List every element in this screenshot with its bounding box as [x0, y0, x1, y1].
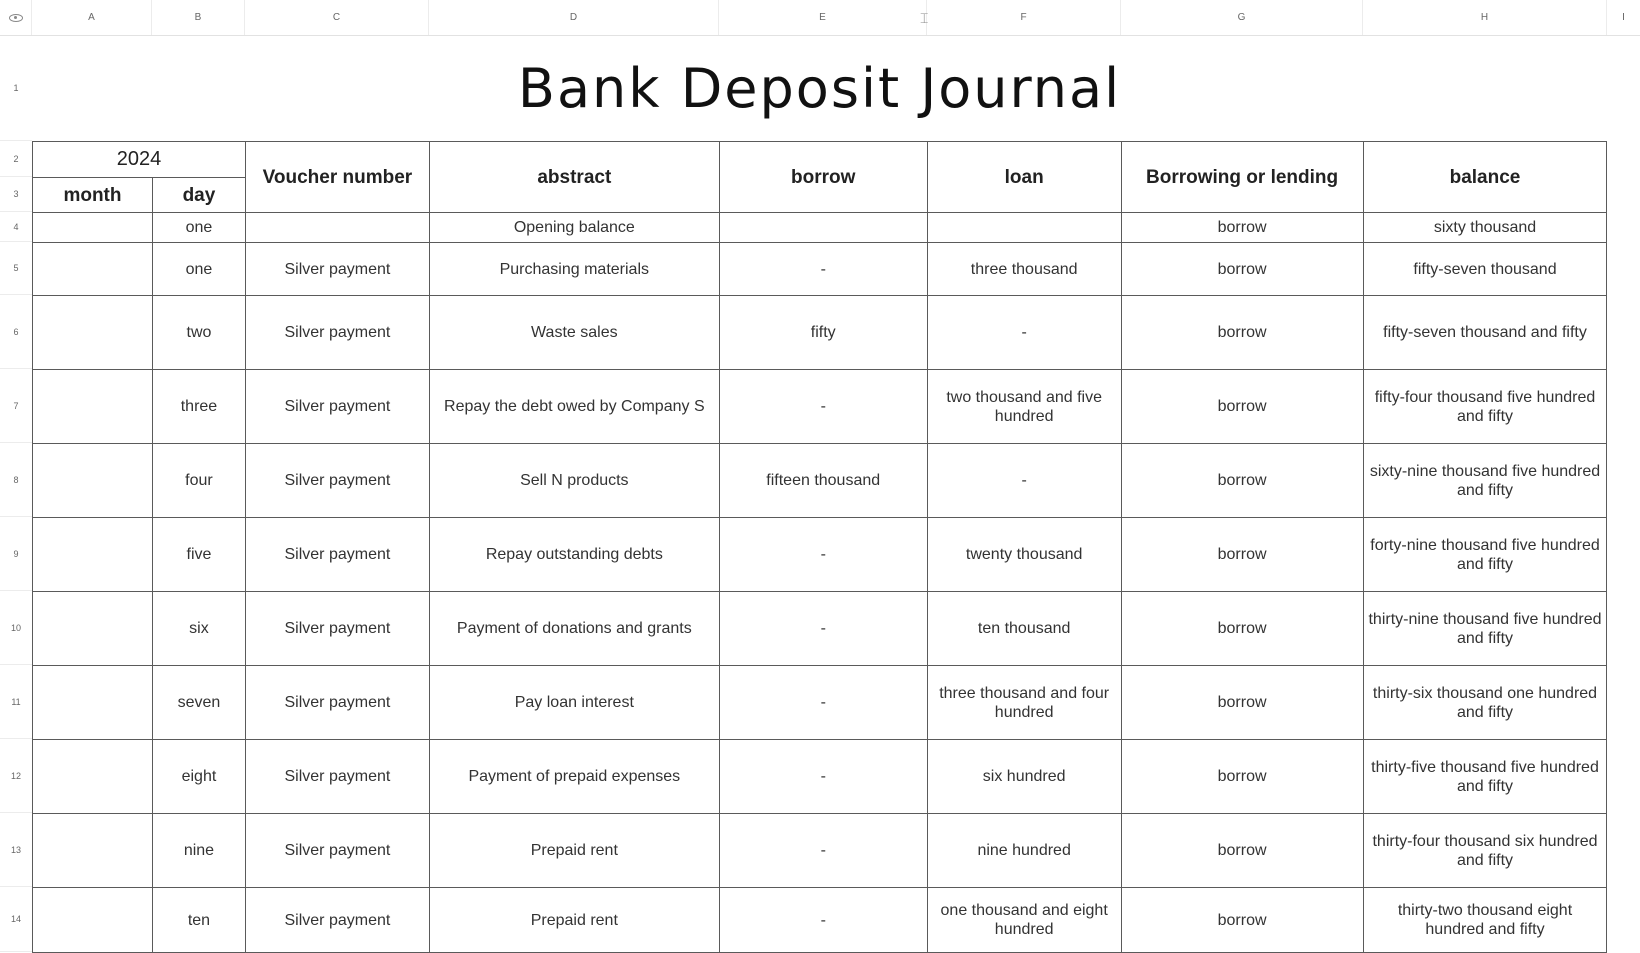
- balance-cell[interactable]: sixty thousand: [1363, 213, 1607, 243]
- abstract-cell[interactable]: Repay outstanding debts: [429, 518, 719, 592]
- voucher-cell[interactable]: Silver payment: [245, 370, 429, 444]
- borrow-cell[interactable]: -: [719, 814, 927, 888]
- loan-cell[interactable]: two thousand and five hundred: [927, 370, 1121, 444]
- voucher-cell[interactable]: Silver payment: [245, 243, 429, 296]
- abstract-cell[interactable]: Payment of prepaid expenses: [429, 740, 719, 814]
- direction-cell[interactable]: borrow: [1121, 444, 1363, 518]
- loan-cell[interactable]: three thousand: [927, 243, 1121, 296]
- eye-icon: [9, 14, 23, 22]
- abstract-cell[interactable]: Pay loan interest: [429, 666, 719, 740]
- balance-cell[interactable]: thirty-five thousand five hundred and fifty: [1363, 740, 1607, 814]
- direction-cell[interactable]: borrow: [1121, 518, 1363, 592]
- loan-cell[interactable]: ten thousand: [927, 592, 1121, 666]
- day-cell[interactable]: seven: [152, 666, 245, 740]
- direction-cell[interactable]: borrow: [1121, 888, 1363, 953]
- abstract-cell[interactable]: Purchasing materials: [429, 243, 719, 296]
- loan-cell[interactable]: nine hundred: [927, 814, 1121, 888]
- loan-cell[interactable]: six hundred: [927, 740, 1121, 814]
- table-row: [33, 814, 1640, 888]
- balance-cell[interactable]: thirty-nine thousand five hundred and fifty: [1363, 592, 1607, 666]
- borrow-header-cell[interactable]: borrow: [719, 142, 927, 213]
- row-header[interactable]: 3: [0, 177, 32, 212]
- borrow-cell[interactable]: -: [719, 243, 927, 296]
- row-header[interactable]: 10: [0, 591, 32, 665]
- direction-cell[interactable]: borrow: [1121, 592, 1363, 666]
- table-row: [33, 740, 1640, 814]
- table-row: [33, 213, 1640, 243]
- direction-cell[interactable]: borrow: [1121, 814, 1363, 888]
- row-header[interactable]: 7: [0, 369, 32, 443]
- journal-entries: [33, 213, 1640, 953]
- month-cell[interactable]: [33, 814, 153, 888]
- day-cell[interactable]: ten: [152, 888, 245, 953]
- column-header-bar: [0, 0, 1640, 36]
- day-cell[interactable]: nine: [152, 814, 245, 888]
- loan-cell[interactable]: -: [927, 444, 1121, 518]
- select-all-corner[interactable]: [0, 0, 32, 35]
- empty-cell[interactable]: [1607, 518, 1640, 592]
- day-cell[interactable]: one: [152, 213, 245, 243]
- loan-header-cell[interactable]: loan: [927, 142, 1121, 213]
- month-cell[interactable]: [33, 666, 153, 740]
- empty-cell[interactable]: [1607, 814, 1640, 888]
- row-header[interactable]: 11: [0, 665, 32, 739]
- balance-cell[interactable]: thirty-four thousand six hundred and fifty: [1363, 814, 1607, 888]
- month-cell[interactable]: [33, 243, 153, 296]
- empty-cell[interactable]: [1607, 592, 1640, 666]
- column-header-d[interactable]: D: [429, 0, 719, 35]
- table-row: [33, 296, 1640, 370]
- row-header[interactable]: 2: [0, 141, 32, 177]
- borrow-cell[interactable]: -: [719, 592, 927, 666]
- voucher-cell[interactable]: Silver payment: [245, 814, 429, 888]
- row-header[interactable]: 14: [0, 887, 32, 952]
- borrow-cell[interactable]: [719, 213, 927, 243]
- row-header[interactable]: 5: [0, 242, 32, 295]
- empty-cell[interactable]: [1607, 888, 1640, 953]
- voucher-cell[interactable]: Silver payment: [245, 592, 429, 666]
- abstract-cell[interactable]: Prepaid rent: [429, 814, 719, 888]
- row-header[interactable]: 6: [0, 295, 32, 369]
- month-header-cell[interactable]: month: [33, 178, 153, 213]
- borrow-cell[interactable]: -: [719, 518, 927, 592]
- column-header-f[interactable]: F: [927, 0, 1121, 35]
- loan-cell[interactable]: twenty thousand: [927, 518, 1121, 592]
- abstract-header-cell[interactable]: abstract: [429, 142, 719, 213]
- column-header-a[interactable]: A: [32, 0, 152, 35]
- day-header-cell[interactable]: day: [152, 178, 245, 213]
- loan-cell[interactable]: -: [927, 296, 1121, 370]
- row-header[interactable]: 4: [0, 212, 32, 242]
- balance-cell[interactable]: sixty-nine thousand five hundred and fifty: [1363, 444, 1607, 518]
- abstract-cell[interactable]: Opening balance: [429, 213, 719, 243]
- abstract-cell[interactable]: Sell N products: [429, 444, 719, 518]
- voucher-cell[interactable]: Silver payment: [245, 740, 429, 814]
- day-cell[interactable]: one: [152, 243, 245, 296]
- voucher-cell[interactable]: Silver payment: [245, 666, 429, 740]
- balance-cell[interactable]: fifty-seven thousand: [1363, 243, 1607, 296]
- day-cell[interactable]: four: [152, 444, 245, 518]
- month-cell[interactable]: [33, 518, 153, 592]
- table-row: [33, 666, 1640, 740]
- table-row: [33, 592, 1640, 666]
- day-cell[interactable]: eight: [152, 740, 245, 814]
- sheet-title[interactable]: Bank Deposit Journal: [32, 35, 1607, 141]
- day-cell[interactable]: three: [152, 370, 245, 444]
- loan-cell[interactable]: one thousand and eight hundred: [927, 888, 1121, 953]
- column-header-b[interactable]: B: [152, 0, 245, 35]
- direction-cell[interactable]: borrow: [1121, 243, 1363, 296]
- row-header[interactable]: 1: [0, 35, 32, 141]
- month-cell[interactable]: [33, 888, 153, 953]
- empty-cell[interactable]: [1607, 666, 1640, 740]
- table-row: [33, 888, 1640, 953]
- column-header-h[interactable]: H: [1363, 0, 1607, 35]
- abstract-cell[interactable]: Repay the debt owed by Company S: [429, 370, 719, 444]
- empty-cell[interactable]: [1607, 243, 1640, 296]
- voucher-cell[interactable]: Silver payment: [245, 296, 429, 370]
- day-cell[interactable]: five: [152, 518, 245, 592]
- table-row: [33, 518, 1640, 592]
- borrow-cell[interactable]: -: [719, 666, 927, 740]
- direction-cell[interactable]: borrow: [1121, 740, 1363, 814]
- balance-cell[interactable]: thirty-two thousand eight hundred and fifty: [1363, 888, 1607, 953]
- empty-cell[interactable]: [1607, 444, 1640, 518]
- empty-cell[interactable]: [1607, 370, 1640, 444]
- direction-cell[interactable]: borrow: [1121, 666, 1363, 740]
- column-header-e[interactable]: E: [719, 0, 927, 35]
- balance-cell[interactable]: fifty-seven thousand and fifty: [1363, 296, 1607, 370]
- voucher-header-cell[interactable]: Voucher number: [245, 142, 429, 213]
- direction-cell[interactable]: borrow: [1121, 213, 1363, 243]
- column-header-i[interactable]: I: [1607, 0, 1640, 35]
- direction-cell[interactable]: borrow: [1121, 296, 1363, 370]
- empty-cell[interactable]: [1607, 142, 1640, 213]
- day-cell[interactable]: six: [152, 592, 245, 666]
- borrow-cell[interactable]: -: [719, 370, 927, 444]
- column-header-c[interactable]: C: [245, 0, 429, 35]
- month-cell[interactable]: [33, 296, 153, 370]
- borrow-cell[interactable]: -: [719, 740, 927, 814]
- month-cell[interactable]: [33, 370, 153, 444]
- column-resize-icon[interactable]: ⌶: [920, 13, 928, 23]
- empty-cell[interactable]: [1607, 213, 1640, 243]
- month-cell[interactable]: [33, 592, 153, 666]
- balance-cell[interactable]: thirty-six thousand one hundred and fifty: [1363, 666, 1607, 740]
- voucher-cell[interactable]: Silver payment: [245, 888, 429, 953]
- month-cell[interactable]: [33, 213, 153, 243]
- row-header[interactable]: 13: [0, 813, 32, 887]
- voucher-cell[interactable]: [245, 213, 429, 243]
- month-cell[interactable]: [33, 740, 153, 814]
- voucher-cell[interactable]: Silver payment: [245, 518, 429, 592]
- direction-header-cell[interactable]: Borrowing or lending: [1121, 142, 1363, 213]
- table-row: [33, 370, 1640, 444]
- empty-cell[interactable]: [1607, 740, 1640, 814]
- voucher-cell[interactable]: Silver payment: [245, 444, 429, 518]
- balance-cell[interactable]: fifty-four thousand five hundred and fifty: [1363, 370, 1607, 444]
- row-header[interactable]: 9: [0, 517, 32, 591]
- abstract-cell[interactable]: Prepaid rent: [429, 888, 719, 953]
- table-row: [33, 243, 1640, 296]
- abstract-cell[interactable]: Waste sales: [429, 296, 719, 370]
- borrow-cell[interactable]: fifty: [719, 296, 927, 370]
- month-cell[interactable]: [33, 444, 153, 518]
- borrow-cell[interactable]: fifteen thousand: [719, 444, 927, 518]
- row-header[interactable]: 8: [0, 443, 32, 517]
- row-header[interactable]: 12: [0, 739, 32, 813]
- balance-cell[interactable]: forty-nine thousand five hundred and fifty: [1363, 518, 1607, 592]
- journal-grid: [32, 141, 1640, 953]
- loan-cell[interactable]: three thousand and four hundred: [927, 666, 1121, 740]
- borrow-cell[interactable]: -: [719, 888, 927, 953]
- empty-cell[interactable]: [1607, 296, 1640, 370]
- year-header-cell[interactable]: 2024: [33, 142, 246, 178]
- loan-cell[interactable]: [927, 213, 1121, 243]
- column-header-g[interactable]: G: [1121, 0, 1363, 35]
- day-cell[interactable]: two: [152, 296, 245, 370]
- table-row: [33, 444, 1640, 518]
- direction-cell[interactable]: borrow: [1121, 370, 1363, 444]
- abstract-cell[interactable]: Payment of donations and grants: [429, 592, 719, 666]
- balance-header-cell[interactable]: balance: [1363, 142, 1607, 213]
